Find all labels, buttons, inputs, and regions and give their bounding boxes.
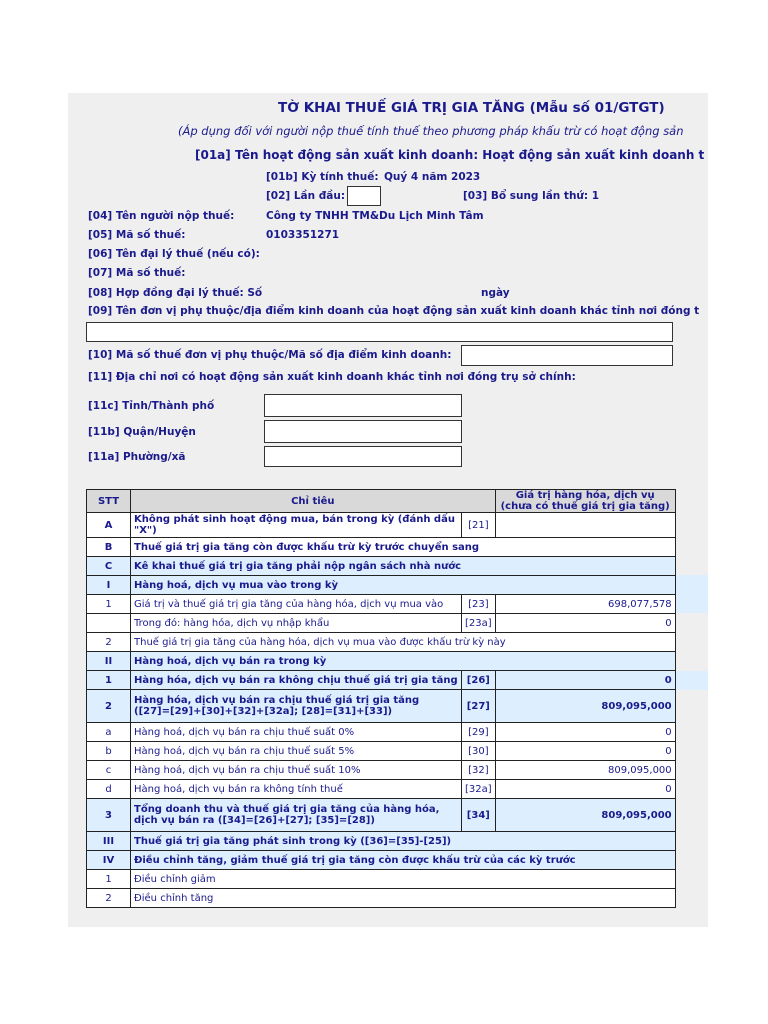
table-row <box>87 723 676 742</box>
row-stt: C <box>87 557 131 576</box>
row-stt: c <box>87 761 131 780</box>
agent-name-label: [06] Tên đại lý thuế (nếu có): <box>88 248 260 260</box>
row-code: [32a] <box>462 780 496 799</box>
row-value[interactable]: 809,095,000 <box>495 761 675 780</box>
row-text: Thuế giá trị gia tăng còn được khấu trừ kỳ trước chuyển sang <box>131 538 676 557</box>
row-stt: d <box>87 780 131 799</box>
row-value[interactable]: 0 <box>495 742 675 761</box>
table-row <box>87 889 676 908</box>
row-value[interactable]: 809,095,000 <box>495 799 675 832</box>
row-text: Thuế giá trị gia tăng phát sinh trong kỳ ([36]=[35]-[25]) <box>131 832 676 851</box>
period-label: [01b] Kỳ tính thuế: <box>266 171 379 183</box>
agent-contract-date-label: ngày <box>481 287 510 299</box>
taxpayer-value: Công ty TNHH TM&Du Lịch Minh Tâm <box>266 210 484 222</box>
tax-table <box>86 489 676 908</box>
row-stt <box>87 614 131 633</box>
table-row <box>87 595 676 614</box>
activity-line: [01a] Tên hoạt động sản xuất kinh doanh: Hoạt động sản xuất kinh doanh t <box>195 148 705 162</box>
row-stt: 2 <box>87 889 131 908</box>
address-label: [11] Địa chỉ nơi có hoạt động sản xuất kinh doanh khác tỉnh nơi đóng trụ sở chính: <box>88 371 576 383</box>
row-code: [34] <box>462 799 496 832</box>
table-row <box>87 513 676 538</box>
row-stt: 2 <box>87 633 131 652</box>
period-value: Quý 4 năm 2023 <box>384 171 481 183</box>
form-subtitle: (Áp dụng đối với người nộp thuế tính thuế theo phương pháp khấu trừ có hoạt động sản <box>178 124 684 138</box>
first-time-label: [02] Lần đầu: <box>266 190 346 202</box>
row-stt: A <box>87 513 131 538</box>
row-highlight-strip <box>673 671 708 690</box>
supplement-label: [03] Bổ sung lần thứ: 1 <box>463 190 600 202</box>
row-value[interactable]: 0 <box>495 780 675 799</box>
row-stt: I <box>87 576 131 595</box>
table-row <box>87 690 676 723</box>
header-value: Giá trị hàng hóa, dịch vụ (chưa có thuế giá trị gia tăng) <box>495 490 675 513</box>
tax-code-value: 0103351271 <box>266 229 340 241</box>
row-stt: a <box>87 723 131 742</box>
table-row <box>87 780 676 799</box>
row-text: Trong đó: hàng hóa, dịch vụ nhập khẩu <box>131 614 462 633</box>
row-highlight-strip <box>673 575 708 594</box>
district-label: [11b] Quận/Huyện <box>88 426 196 438</box>
row-text: Hàng hóa, dịch vụ bán ra không chịu thuế giá trị gia tăng <box>131 671 462 690</box>
row-code: [27] <box>462 690 496 723</box>
row-stt: II <box>87 652 131 671</box>
row-stt: IV <box>87 851 131 870</box>
row-code: [23] <box>462 595 496 614</box>
table-row <box>87 832 676 851</box>
province-input[interactable] <box>264 394 462 417</box>
agent-code-label: [07] Mã số thuế: <box>88 267 186 279</box>
row-text: Không phát sinh hoạt động mua, bán trong kỳ (đánh dấu "X") <box>131 513 462 538</box>
table-row <box>87 652 676 671</box>
row-stt: b <box>87 742 131 761</box>
row-text: Tổng doanh thu và thuế giá trị gia tăng của hàng hóa, dịch vụ bán ra ([34]=[26]+[27]; [35]=[28]) <box>131 799 462 832</box>
row-stt: 1 <box>87 671 131 690</box>
row-text: Hàng hóa, dịch vụ bán ra chịu thuế giá trị gia tăng ([27]=[29]+[30]+[32]+[32a]; [28]=[31]+[33]) <box>131 690 462 723</box>
table-header-row <box>87 490 676 513</box>
row-stt: III <box>87 832 131 851</box>
row-code: [30] <box>462 742 496 761</box>
table-row <box>87 851 676 870</box>
first-time-checkbox[interactable] <box>347 186 381 206</box>
row-text: Kê khai thuế giá trị gia tăng phải nộp ngân sách nhà nước <box>131 557 676 576</box>
row-code: [29] <box>462 723 496 742</box>
dependent-code-input[interactable] <box>461 345 673 366</box>
row-text: Hàng hoá, dịch vụ bán ra chịu thuế suất 10% <box>131 761 462 780</box>
province-label: [11c] Tỉnh/Thành phố <box>88 400 215 412</box>
row-code: [23a] <box>462 614 496 633</box>
ward-label: [11a] Phường/xã <box>88 451 186 463</box>
row-highlight-strip <box>673 594 708 613</box>
tax-form-sheet <box>68 93 708 927</box>
table-row <box>87 614 676 633</box>
row-stt: 1 <box>87 595 131 614</box>
row-stt: 3 <box>87 799 131 832</box>
dependent-unit-input[interactable] <box>86 322 673 342</box>
row-stt: B <box>87 538 131 557</box>
dependent-code-label: [10] Mã số thuế đơn vị phụ thuộc/Mã số địa điểm kinh doanh: <box>88 349 452 361</box>
table-row <box>87 576 676 595</box>
taxpayer-label: [04] Tên người nộp thuế: <box>88 210 235 222</box>
table-row <box>87 742 676 761</box>
header-stt: STT <box>87 490 131 513</box>
row-text: Hàng hoá, dịch vụ mua vào trong kỳ <box>131 576 676 595</box>
district-input[interactable] <box>264 420 462 443</box>
row-code: [32] <box>462 761 496 780</box>
row-text: Điều chỉnh giảm <box>131 870 676 889</box>
row-text: Điều chỉnh tăng, giảm thuế giá trị gia tăng còn được khấu trừ của các kỳ trước <box>131 851 676 870</box>
agent-contract-label: [08] Hợp đồng đại lý thuế: Số <box>88 287 263 299</box>
row-text: Điều chỉnh tăng <box>131 889 676 908</box>
ward-input[interactable] <box>264 446 462 467</box>
table-row <box>87 870 676 889</box>
no-activity-checkbox-cell[interactable] <box>495 513 675 538</box>
row-value[interactable]: 809,095,000 <box>495 690 675 723</box>
row-value[interactable]: 0 <box>495 723 675 742</box>
row-text: Hàng hoá, dịch vụ bán ra chịu thuế suất 0% <box>131 723 462 742</box>
row-text: Hàng hoá, dịch vụ bán ra chịu thuế suất 5% <box>131 742 462 761</box>
row-code: [21] <box>462 513 496 538</box>
row-text: Hàng hoá, dịch vụ bán ra trong kỳ <box>131 652 676 671</box>
tax-code-label: [05] Mã số thuế: <box>88 229 186 241</box>
row-stt: 1 <box>87 870 131 889</box>
row-text: Hàng hoá, dịch vụ bán ra không tính thuế <box>131 780 462 799</box>
dependent-unit-label: [09] Tên đơn vị phụ thuộc/địa điểm kinh doanh của hoạt động sản xuất kinh doanh khác tỉnh nơi đóng t <box>88 305 700 317</box>
table-row <box>87 557 676 576</box>
row-text: Thuế giá trị gia tăng của hàng hóa, dịch vụ mua vào được khấu trừ kỳ này <box>131 633 676 652</box>
table-row <box>87 671 676 690</box>
row-value[interactable]: 698,077,578 <box>495 595 675 614</box>
row-value[interactable]: 0 <box>495 614 675 633</box>
header-indicator: Chỉ tiêu <box>131 490 496 513</box>
row-stt: 2 <box>87 690 131 723</box>
form-title: TỜ KHAI THUẾ GIÁ TRỊ GIA TĂNG (Mẫu số 01/GTGT) <box>278 100 665 116</box>
table-row <box>87 633 676 652</box>
row-text: Giá trị và thuế giá trị gia tăng của hàng hóa, dịch vụ mua vào <box>131 595 462 614</box>
row-value[interactable]: 0 <box>495 671 675 690</box>
table-row <box>87 799 676 832</box>
table-row <box>87 761 676 780</box>
row-code: [26] <box>462 671 496 690</box>
table-row <box>87 538 676 557</box>
